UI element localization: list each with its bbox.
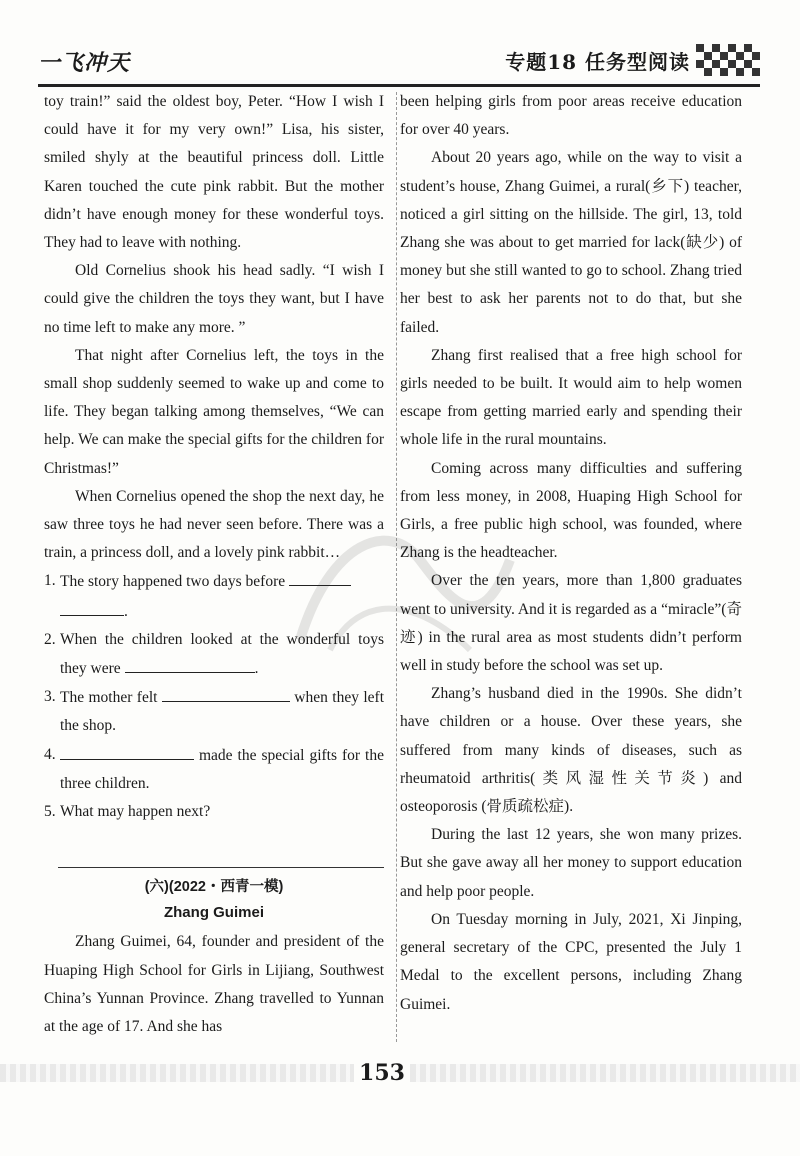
topic-title: 专题18 任务型阅读: [505, 50, 690, 74]
story-paragraph: toy train!” said the oldest boy, Peter. “How I wish I could have it for my very own!” Lisa, his sister, smiled shyly at the beautiful princess doll. Little Karen touched the cute pink rabbit. But the mother didn’t have enough money for these wonderful toys. They had to leave with nothing.: [44, 93, 384, 252]
story-paragraph: That night after Cornelius left, the toys in the small shop suddenly seemed to wake up and come to life. They began talking among themselves, “We can help. We can make the special gifts for the children for Christmas!”: [44, 346, 384, 477]
question-5: 5. What may happen next?: [44, 803, 211, 821]
section-heading: (六)(2022・西青一模): [144, 879, 284, 896]
answer-blank-1b[interactable]: [60, 597, 124, 616]
answer-blank-4[interactable]: [60, 741, 194, 760]
brand-title: 一飞冲天: [38, 50, 131, 76]
question-4: 4. made the special gifts for the three children.: [44, 741, 384, 798]
answer-blank-3[interactable]: [162, 683, 290, 702]
right-column: [400, 88, 742, 1019]
passage-paragraph: During the last 12 years, she won many prizes. But she gave away all her money to support education and help poor people.: [400, 826, 742, 900]
passage-paragraph: been helping girls from poor areas receive education for over 40 years.: [400, 93, 742, 139]
question-1: 1. The story happened two days before .: [44, 567, 384, 625]
left-column: [44, 88, 384, 1041]
header-rule: [38, 84, 760, 87]
story-paragraph: When Cornelius opened the shop the next day, he saw three toys he had never seen before. There was a train, a princess doll, and a lovely pink rabbit…: [44, 487, 384, 562]
passage-title: Zhang Guimei: [163, 904, 264, 922]
passage-paragraph: Over the ten years, more than 1,800 graduates went to university. And it is regarded as a “miracle”(奇迹) in the rural area as most students didn’t perform well in study before the school was set up.: [400, 572, 742, 675]
story-paragraph: Old Cornelius shook his head sadly. “I wish I could give the children the toys they want, but I have no time left to make any more. ”: [44, 262, 384, 336]
passage-paragraph: About 20 years ago, while on the way to visit a student’s house, Zhang Guimei, a rural(乡下) teacher, noticed a girl sitting on the hillside. The girl, 13, told Zhang she was about to get married for lack(缺少) of money but she still wanted to go to school. Zhang tried her best to ask her parents not to do that, but she failed.: [400, 149, 742, 336]
answer-blank-1a[interactable]: [289, 567, 351, 586]
passage-paragraph: Coming across many difficulties and suffering from less money, in 2008, Huaping High School for Girls, a free public high school, was founded, where Zhang is the headteacher.: [400, 459, 742, 562]
checker-decoration-icon: [696, 44, 760, 78]
passage-paragraph: Zhang Guimei, 64, founder and president of the Huaping High School for Girls in Lijiang, Southwest China’s Yunnan Province. Zhang travelled to Yunnan at the age of 17. And she has: [44, 933, 384, 1036]
page-header: [0, 0, 800, 92]
question-2: 2. When the children looked at the wonderful toys they were .: [44, 630, 384, 678]
passage-paragraph: On Tuesday morning in July, 2021, Xi Jinping, general secretary of the CPC, presented the July 1 Medal to the excellent persons, including Zhang Guimei.: [400, 910, 742, 1013]
page-number: 153: [354, 1056, 410, 1090]
passage-paragraph: Zhang first realised that a free high school for girls needed to be built. It would aim to help women escape from getting married early and spending their whole life in the rural mountains.: [400, 346, 742, 449]
passage-paragraph: Zhang’s husband died in the 1990s. She didn’t have children or a house. Over these years, she suffered from many kinds of diseases, such as rheumatoid arthritis(类风湿性关节炎) and osteoporosis (骨质疏松症).: [400, 685, 742, 816]
answer-blank-2[interactable]: [125, 654, 255, 673]
section-divider: [58, 867, 384, 868]
question-3: 3. The mother felt when they left the shop.: [44, 683, 384, 740]
